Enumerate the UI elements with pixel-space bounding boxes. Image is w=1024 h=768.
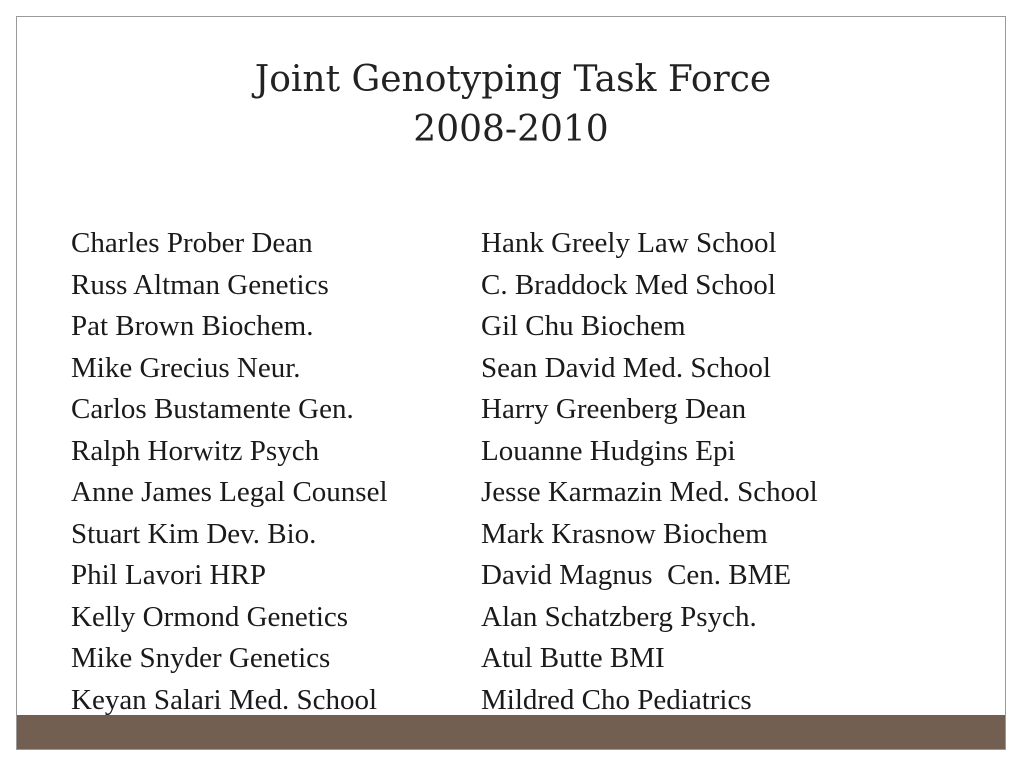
list-item: Ralph Horwitz Psych [71,434,320,467]
slide [16,16,1006,750]
list-item: Jesse Karmazin Med. School [481,476,818,508]
slide-title [17,55,1005,155]
list-item: Russ Altman Genetics [71,268,329,301]
list-item: Pat Brown Biochem. [71,310,314,342]
list-item: Charles Prober Dean [71,227,313,259]
list-item: Mildred Cho Pediatrics [481,683,752,716]
list-item: Mike Grecius Neur. [71,351,301,384]
right-member-list [481,223,818,721]
list-item: Hank Greely Law School [481,227,777,259]
list-item: C. Braddock Med School [481,268,776,301]
title-line-2: 2008-2010 [413,109,609,150]
left-member-list [71,223,388,721]
list-item: Stuart Kim Dev. Bio. [71,517,317,550]
list-item: Louanne Hudgins Epi [481,434,736,467]
title-line-1: Joint Genotyping Task Force [254,59,772,100]
list-item: Phil Lavori HRP [71,559,266,591]
list-item: Harry Greenberg Dean [481,393,747,425]
list-item: Gil Chu Biochem [481,310,686,342]
list-item: Alan Schatzberg Psych. [481,600,757,633]
list-item: David Magnus Cen. BME [481,559,792,591]
list-item: Anne James Legal Counsel [71,476,388,508]
list-item: Keyan Salari Med. School [71,683,378,716]
list-item: Mike Snyder Genetics [71,642,331,674]
list-item: Sean David Med. School [481,351,771,384]
list-item: Carlos Bustamente Gen. [71,393,354,425]
footer-bar [17,715,1005,749]
list-item: Atul Butte BMI [481,642,665,674]
list-item: Mark Krasnow Biochem [481,517,768,550]
list-item: Kelly Ormond Genetics [71,600,349,633]
